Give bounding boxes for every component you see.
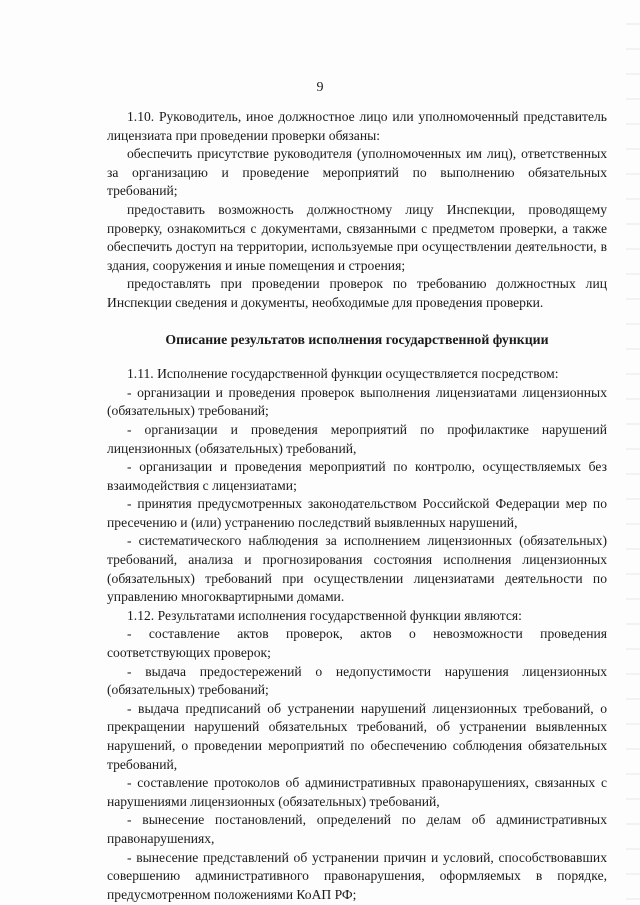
paragraph-1-12-item: - составление протоколов об административных правонарушениях, связанных с нарушениями лицензионных (обязательных) требований, [107, 775, 607, 809]
paragraph-1-11-item: - организации и проведения мероприятий по контролю, осуществляемых без взаимодействия с лицензиатами; [107, 459, 607, 493]
paragraph-1-11-item: - принятия предусмотренных законодательством Российской Федерации мер по пресечению и (или) устранению последствий выявленных нарушений, [107, 496, 607, 530]
paragraph-1-10-item: предоставить возможность должностному лицу Инспекции, проводящему проверку, ознакомиться с документами, связанными с предметом проверки, а также обеспечить доступ на территории, используемые при осуществлении деятельности, в здания, сооружения и иные помещения и строения; [107, 201, 607, 273]
page-number: 9 [316, 80, 324, 95]
paragraph-1-11-intro: 1.11. Исполнение государственной функции осуществляется посредством: [127, 366, 559, 382]
paragraph-1-10-item: предоставлять при проведении проверок по требованию должностных лиц Инспекции сведения и документы, необходимые для проведения проверки. [107, 276, 607, 310]
paragraph-1-11-item: - организации и проведения проверок выполнения лицензиатами лицензионных (обязательных) требований; [107, 384, 607, 419]
scan-edge-artifact [626, 0, 640, 905]
paragraph-1-10-intro: 1.10. Руководитель, иное должностное лицо или уполномоченный представитель лицензиата при проведении проверки обязаны: [107, 109, 607, 143]
paragraph-1-12-item: - вынесение представлений об устранении причин и условий, способствовавших совершению административного правонарушения, оформляемых в порядке, предусмотренном положениями КоАП РФ; [107, 849, 607, 902]
paragraph-1-10-item: обеспечить присутствие руководителя (уполномоченных им лиц), ответственных за организацию и проведение мероприятий по выполнению обязательных требований; [107, 146, 607, 199]
paragraph-1-11-item: - систематического наблюдения за исполнением лицензионных (обязательных) требований, анализа и прогнозирования состояния исполнения лицензионных (обязательных) требований при осуществлении лицензиатами деятельности по управлению многоквартирными домами. [107, 533, 607, 605]
paragraph-1-11-item: - организации и проведения мероприятий по профилактике нарушений лицензионных (обязательных) требований, [107, 421, 607, 456]
paragraph-1-12-item: - вынесение постановлений, определений по делам об административных правонарушениях, [107, 812, 607, 846]
paragraph-1-12-item: - составление актов проверок, актов о невозможности проведения соответствующих проверок; [107, 626, 607, 661]
paragraph-1-12-intro: 1.12. Результатами исполнения государственной функции являются: [127, 607, 522, 623]
document-body [107, 108, 607, 904]
paragraph-1-12-item: - выдача предписаний об устранении нарушений лицензионных требований, о прекращении нарушений обязательных требований, об устранении выявленных нарушений, о проведении мероприятий по обеспечению соблюдения обязательных требований, [107, 700, 607, 772]
paragraph-1-12-item: - выдача предостережений о недопустимости нарушения лицензионных (обязательных) требований; [107, 663, 607, 698]
section-heading: Описание результатов исполнения государственной функции [165, 331, 549, 347]
